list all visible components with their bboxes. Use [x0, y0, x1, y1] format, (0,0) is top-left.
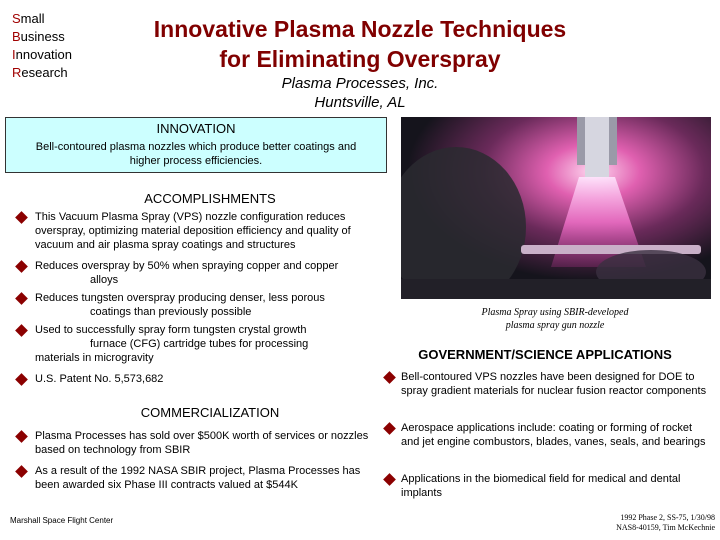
innovation-heading: INNOVATION: [156, 121, 236, 136]
footer-contract-info: 1992 Phase 2, SS-75, 1/30/98 NAS8-40159, Tim McKechnie: [616, 513, 715, 532]
bullet-diamond-icon: [383, 473, 396, 486]
bullet-diamond-icon: [15, 430, 28, 443]
accomplishment-item: This Vacuum Plasma Spray (VPS) nozzle configuration reduces overspray, optimizing material deposition efficiency and quality of vacuum and air plasma spray coatings and structures: [35, 211, 351, 251]
accomplishment-item: Reduces tungsten overspray producing denser, less porous coatings than previously possible: [35, 292, 325, 318]
commercialization-item: Plasma Processes has sold over $500K worth of services or nozzles based on technology from SBIR: [35, 430, 369, 456]
accomplishment-item: Reduces overspray by 50% when spraying copper and copper alloys: [35, 260, 339, 286]
commercialization-item: As a result of the 1992 NASA SBIR project, Plasma Processes has been awarded six Phase III contracts valued at $544K: [35, 465, 361, 491]
innovation-text: Bell-contoured plasma nozzles which produce better coatings and higher process efficiencies.: [35, 141, 357, 167]
sbir-label: Small Business Innovation Research: [12, 11, 73, 80]
bullet-diamond-icon: [383, 371, 396, 384]
accomplishment-item: U.S. Patent No. 5,573,682: [35, 373, 164, 385]
bullet-diamond-icon: [383, 422, 396, 435]
commercialization-heading: COMMERCIALIZATION: [140, 405, 280, 420]
accomplishments-heading: ACCOMPLISHMENTS: [144, 191, 276, 206]
company-info: [230, 74, 490, 112]
company-location: Huntsville, AL: [314, 94, 406, 111]
government-item: Aerospace applications include: coating or forming of rocket and jet engine combustors, blades, vanes, seals, and bearings: [401, 422, 706, 448]
bullet-diamond-icon: [15, 324, 28, 337]
photo-caption: Plasma Spray using SBIR-developed plasma spray gun nozzle: [481, 307, 629, 331]
plasma-spray-photo: [401, 117, 711, 299]
page-title: Innovative Plasma Nozzle Techniques for Eliminating Overspray: [153, 16, 567, 72]
footer-center-name: Marshall Space Flight Center: [10, 516, 114, 525]
company-name: Plasma Processes, Inc.: [281, 75, 439, 92]
accomplishment-item: Used to successfully spray form tungsten crystal growth furnace (CFG) cartridge tubes for processing materials in microgravity: [35, 324, 309, 364]
government-item: Applications in the biomedical field for medical and dental implants: [401, 473, 681, 499]
bullet-diamond-icon: [15, 211, 28, 224]
government-heading: GOVERNMENT/SCIENCE APPLICATIONS: [418, 347, 672, 362]
bullet-diamond-icon: [15, 465, 28, 478]
bullet-diamond-icon: [15, 292, 28, 305]
bullet-diamond-icon: [15, 260, 28, 273]
government-item: Bell-contoured VPS nozzles have been designed for DOE to spray gradient materials for nuclear fusion reactor components: [401, 371, 707, 397]
bullet-diamond-icon: [15, 373, 28, 386]
